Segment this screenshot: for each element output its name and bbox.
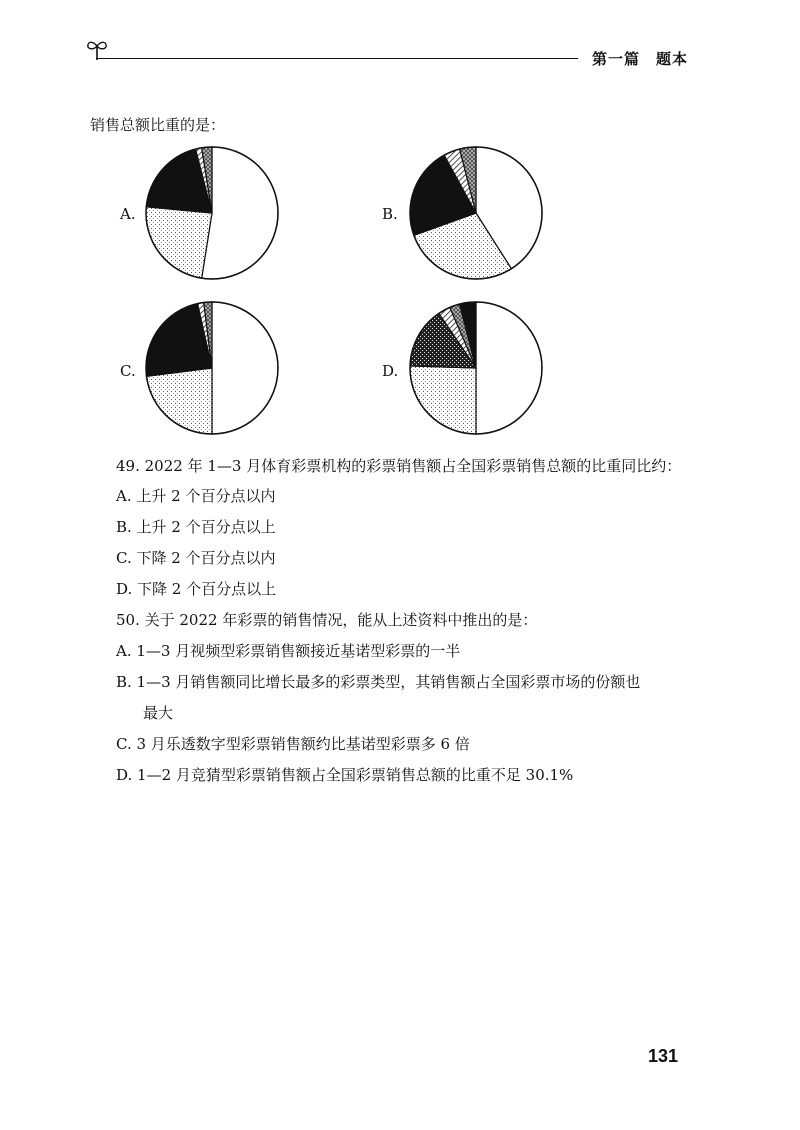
question-49-text: 49. 2022 年 1—3 月体育彩票机构的彩票销售额占全国彩票销售总额的比重同比约：: [116, 457, 682, 475]
q49-option-b[interactable]: B. 上升 2 个百分点以上: [116, 518, 276, 536]
pie-slice-c-1: [212, 302, 278, 434]
pie-slice-a-1: [202, 147, 278, 279]
q49-option-d[interactable]: D. 下降 2 个百分点以上: [116, 580, 277, 598]
q49-option-a[interactable]: A. 上升 2 个百分点以内: [116, 487, 276, 505]
question-50-text: 50. 关于 2022 年彩票的销售情况，能从上述资料中推出的是：: [116, 611, 538, 629]
q50-option-a[interactable]: A. 1—3 月视频型彩票销售额接近基诺型彩票的一半: [116, 642, 461, 660]
pie-option-label-a: A.: [120, 205, 136, 223]
q49-option-c[interactable]: C. 下降 2 个百分点以内: [116, 549, 276, 567]
section-title: 第一篇 题本: [592, 50, 689, 68]
pie-slice-a-2: [146, 207, 212, 278]
header-rule: [96, 58, 578, 59]
pie-option-label-c: C.: [120, 362, 136, 380]
q50-option-b-continuation: 最大: [143, 704, 174, 722]
pie-chart-c: [142, 298, 282, 438]
pie-chart-a: [142, 143, 282, 283]
q50-option-d[interactable]: D. 1—2 月竞猜型彩票销售额占全国彩票销售总额的比重不足 30.1%: [116, 766, 574, 784]
pie-option-label-b: B.: [382, 205, 398, 223]
pie-chart-b: [406, 143, 546, 283]
q50-option-b[interactable]: B. 1—3 月销售额同比增长最多的彩票类型，其销售额占全国彩票市场的份额也: [116, 673, 641, 691]
pie-slice-d-2: [410, 366, 476, 434]
page-number: 131: [648, 1046, 679, 1066]
pie-slice-c-2: [147, 368, 212, 434]
pie-chart-d: [406, 298, 546, 438]
pie-option-label-d: D.: [382, 362, 399, 380]
q50-option-c[interactable]: C. 3 月乐透数字型彩票销售额约比基诺型彩票多 6 倍: [116, 735, 470, 753]
pie-slice-d-1: [476, 302, 542, 434]
question-intro-text: 销售总额比重的是：: [90, 116, 226, 134]
